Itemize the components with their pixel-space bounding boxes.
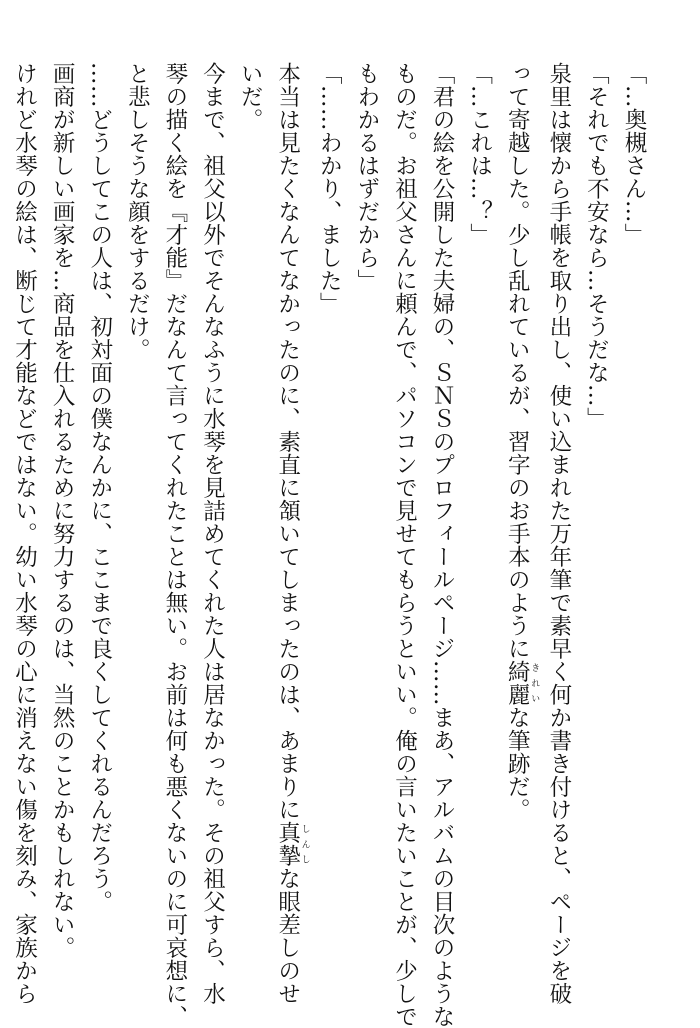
text-line [460,62,498,982]
text-segment: 画商が新しい画家を…商品を仕入れるために努力するのは、当然のことかもしれない。 [49,62,76,959]
text-line [193,62,231,1005]
ruby-reading: しんし [299,821,310,867]
vertical-text-body [11,62,652,1028]
text-line [155,62,193,1028]
text-line [539,62,577,1005]
text-line [230,62,268,982]
ruby-reading: きれい [529,660,540,706]
text-segment: ……どうしてこの人は、初対面の僕なんかに、ここまで良くしてくれるんだろう。 [86,62,113,913]
text-segment: な眼差しのせ [274,867,301,1005]
text-line [614,62,652,982]
text-line [422,62,460,1028]
text-segment: けれど水琴の絵は、断じて才能などではない。幼い水琴の心に消えない傷を刻み、家族から [11,62,38,1005]
text-line [80,62,118,982]
text-segment: 「君の絵を公開した夫婦の、ＳＮＳのプロフィールページ……まあ、アルバムの目次のような [429,62,456,1028]
ruby-base: 真摯 [274,821,301,867]
text-line [347,62,385,982]
text-segment: 今まで、祖父以外でそんなふうに水琴を見詰めてくれた人は居なかった。その祖父すら、水 [199,62,226,1005]
furigana-word [504,660,540,706]
text-segment: 泉里は懐から手帳を取り出し、使い込まれた万年筆で素早く何か書き付けると、ページを破 [545,62,572,1005]
text-segment: 「それでも不安なら…そうだな…」 [583,62,610,430]
text-segment: 本当は見たくなんてなかったのに、素直に頷いてしまったのは、あまりに [274,62,301,821]
text-line [5,62,43,1005]
text-segment: と悲しそうな顔をするだけ。 [124,62,151,361]
text-segment: ものだ。お祖父さんに頼んで、パソコンで見せてもらうといい。俺の言いたいことが、少しで [391,62,418,1028]
text-segment: 琴の描く絵を『才能』だなんて言ってくれたことは無い。お前は何も悪くないのに可哀想に、 [161,62,188,1028]
text-line [310,62,348,982]
furigana-word [274,821,310,867]
text-line [43,62,81,982]
text-line [118,62,156,982]
text-line [268,62,310,1005]
text-segment: 「……わかり、ました」 [316,62,343,315]
text-segment: 「…奥槻さん…」 [621,62,647,246]
text-segment: いだ。 [237,62,264,131]
text-line [385,62,423,1028]
text-segment: もわかるはずだから」 [353,62,380,292]
text-line [577,62,615,982]
text-line [498,62,540,982]
ruby-base: 綺麗 [504,660,531,706]
text-segment: な筆跡だ。 [504,706,531,821]
text-segment: って寄越した。少し乱れているが、習字のお手本のように [504,62,531,660]
text-segment: 「…これは…？」 [466,62,493,246]
